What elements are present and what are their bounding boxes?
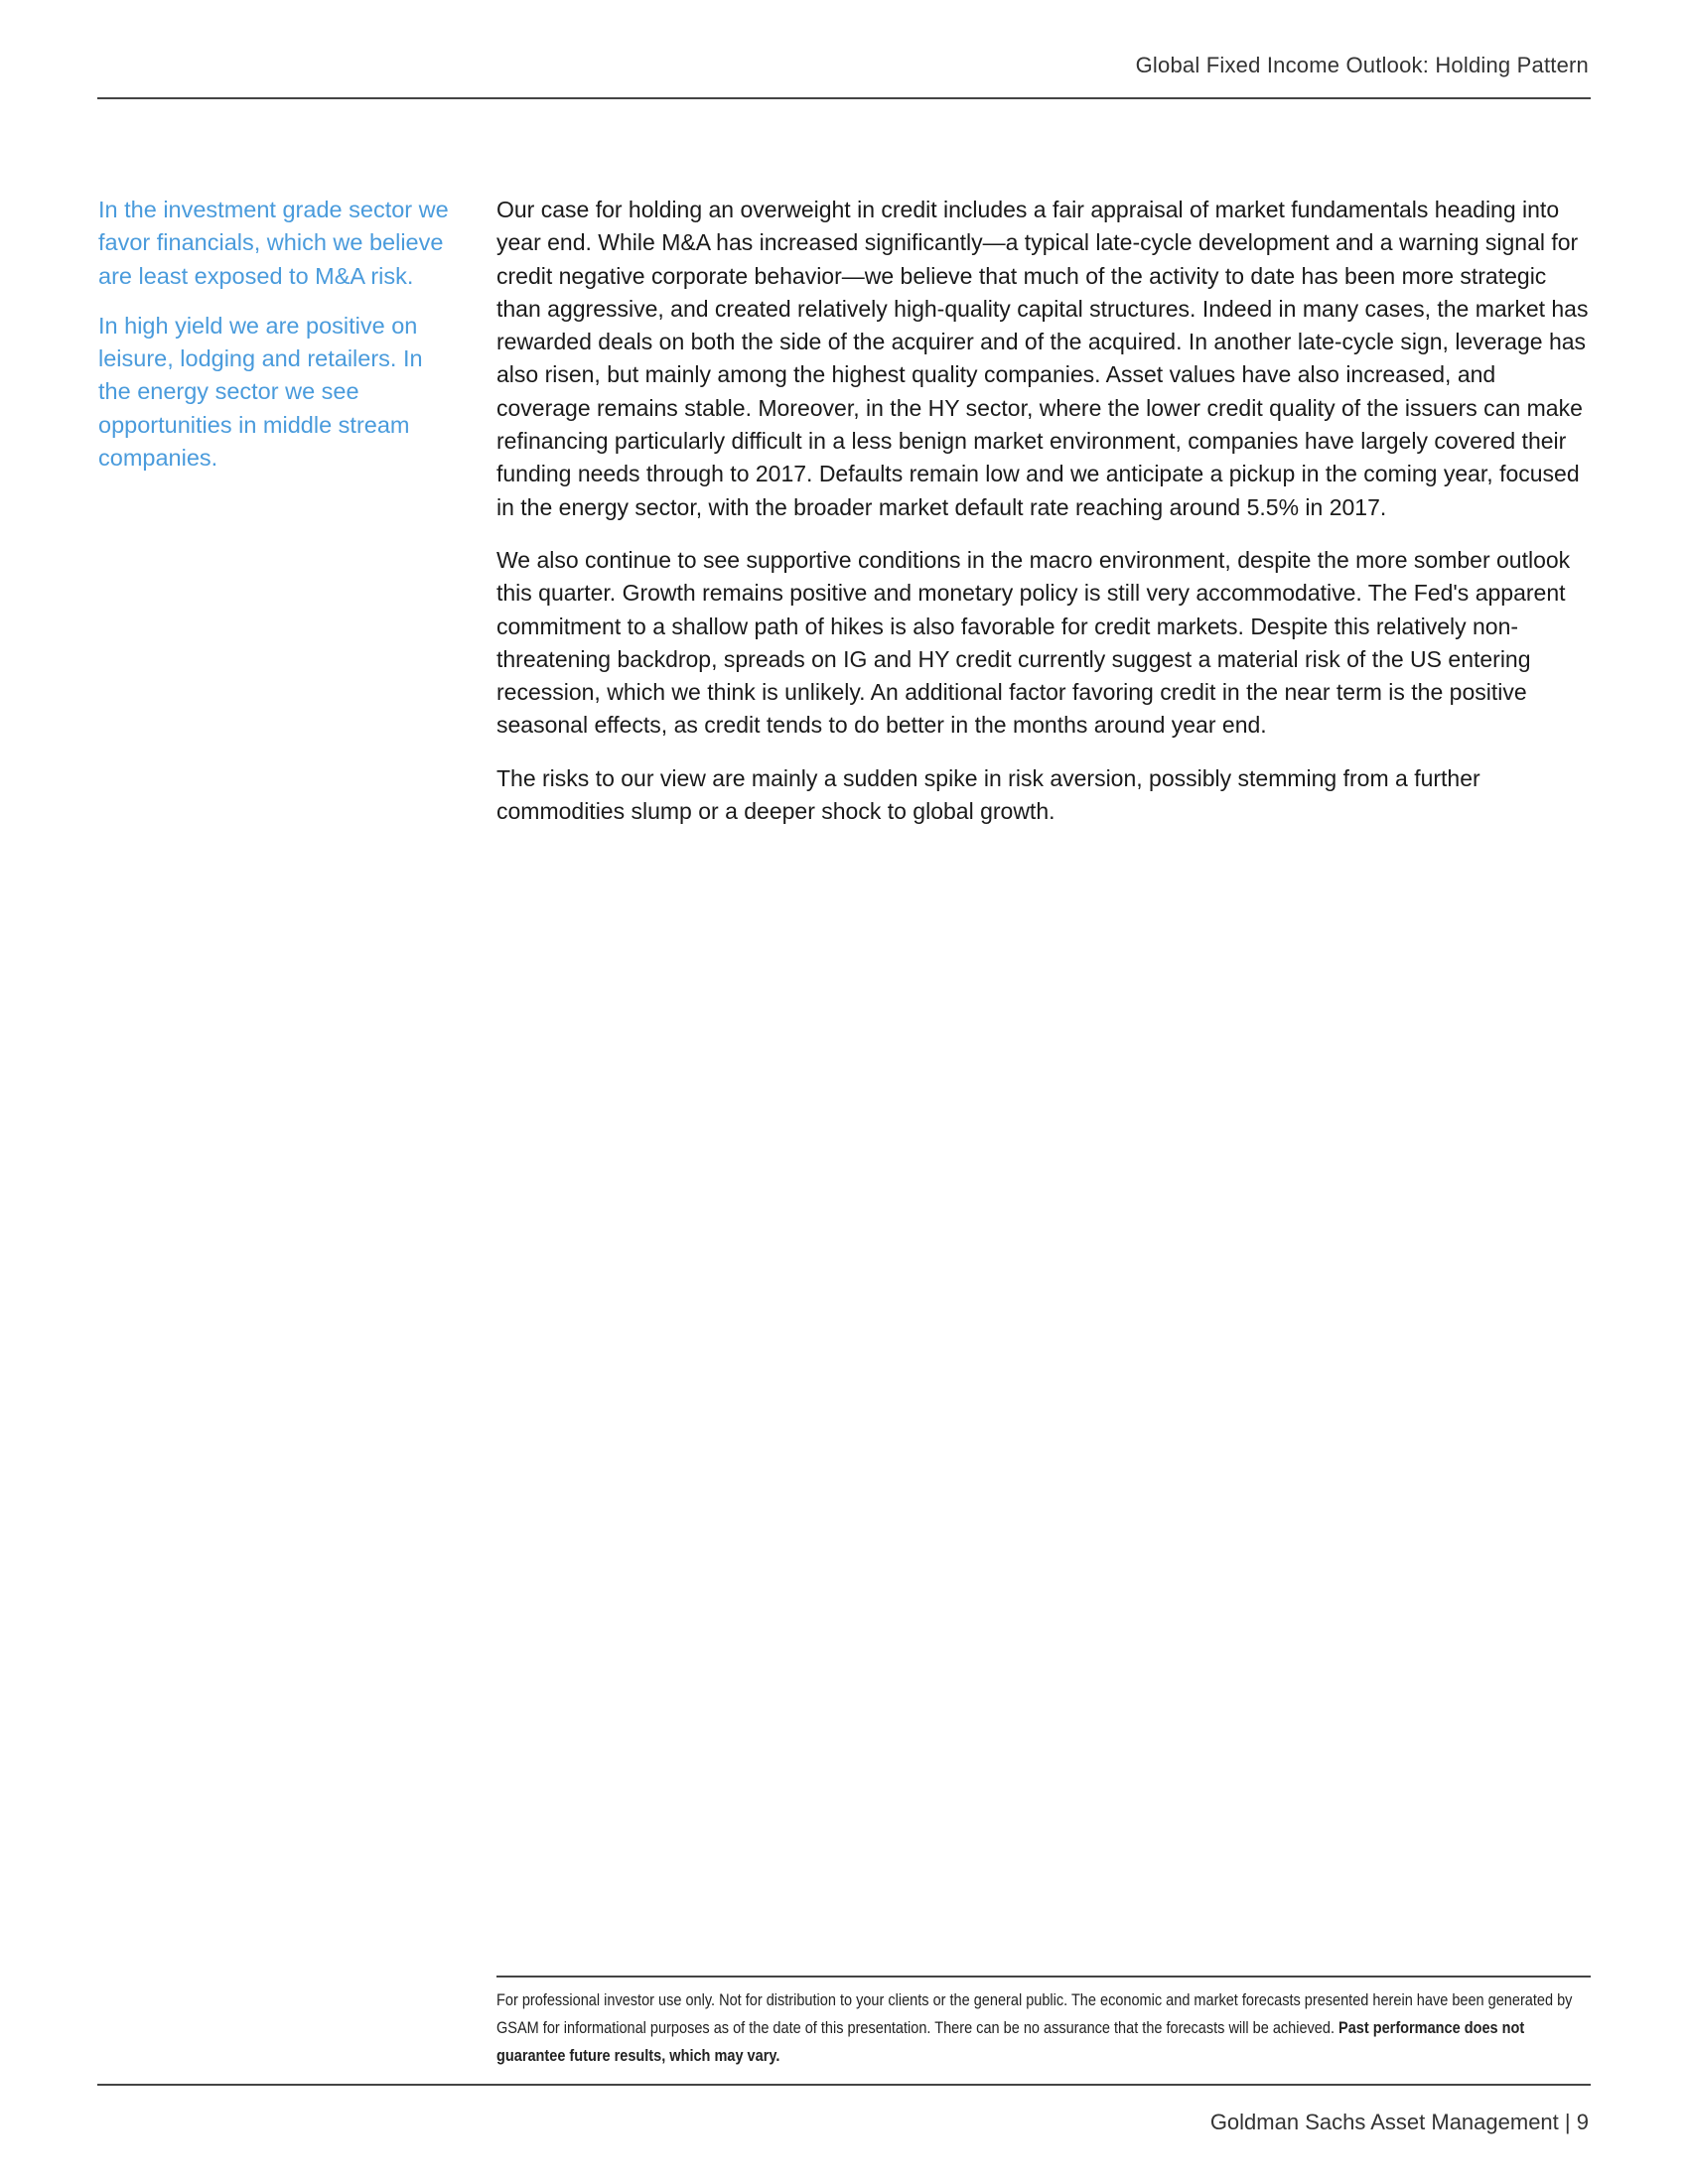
running-header-title: Global Fixed Income Outlook: Holding Pattern: [1135, 53, 1589, 77]
body-text: [496, 194, 1594, 848]
disclaimer-footnote: [496, 1986, 1589, 2070]
body-paragraph-risks: The risks to our view are mainly a sudden spike in risk aversion, possibly stemming from a further commodities slump or a deeper shock to global growth.: [496, 764, 1480, 825]
disclaimer-bold-text: Past performance does not guarantee future results, which may vary.: [496, 2019, 1525, 2065]
body-paragraph-macro-environment: We also continue to see supportive conditions in the macro environment, despite the more somber outlook this quarter. Growth remains positive and monetary policy is still very accommodative. The Fed's apparent commitment to a shallow path of hikes is also favorable for credit markets. Despite this relatively non-threatening backdrop, spreads on IG and HY credit currently suggest a material risk of the US entering recession, which we think is unlikely. An additional factor favoring credit in the near term is the positive seasonal effects, as credit tends to do better in the months around year end.: [496, 546, 1571, 739]
sidebar-callout-investment-grade: In the investment grade sector we favor financials, which we believe are least exposed to M&A risk.: [98, 197, 449, 289]
page-footer: [1210, 2110, 1589, 2135]
footnote-divider: [496, 1976, 1591, 1978]
footer-company-name: Goldman Sachs Asset Management: [1209, 2110, 1559, 2134]
footer-divider: [97, 2084, 1591, 2086]
sidebar-callout-high-yield: In high yield we are positive on leisure, lodging and retailers. In the energy sector we see opportunities in middle stream companies.: [98, 312, 423, 472]
page-number: 9: [1576, 2110, 1589, 2134]
header-divider: [97, 97, 1591, 99]
disclaimer-text: For professional investor use only. Not for distribution to your clients or the general public. The economic and market forecasts presented herein have been generated by GSAM for informational purposes as of the date of this presentation. There can be no assurance that the forecasts will be achieved.: [496, 1991, 1573, 2037]
body-paragraph-credit-fundamentals: Our case for holding an overweight in credit includes a fair appraisal of market fundamentals heading into year end. While M&A has increased significantly—a typical late-cycle development and a warning signal for credit negative corporate behavior—we believe that much of the activity to date has been more strategic than aggressive, and created relatively high-quality capital structures. Indeed in many cases, the market has rewarded deals on both the side of the acquirer and of the acquired. In another late-cycle sign, leverage has also risen, but mainly among the highest quality companies. Asset values have also increased, and coverage remains stable. Moreover, in the HY sector, where the lower credit quality of the issuers can make refinancing particularly difficult in a less benign market environment, companies have largely covered their funding needs through to 2017. Defaults remain low and we anticipate a pickup in the coming year, focused in the energy sector, with the broader market default rate reaching around 5.5% in 2017.: [496, 197, 1589, 520]
sidebar-callouts: [98, 194, 461, 491]
footer-separator: |: [1564, 2110, 1571, 2134]
